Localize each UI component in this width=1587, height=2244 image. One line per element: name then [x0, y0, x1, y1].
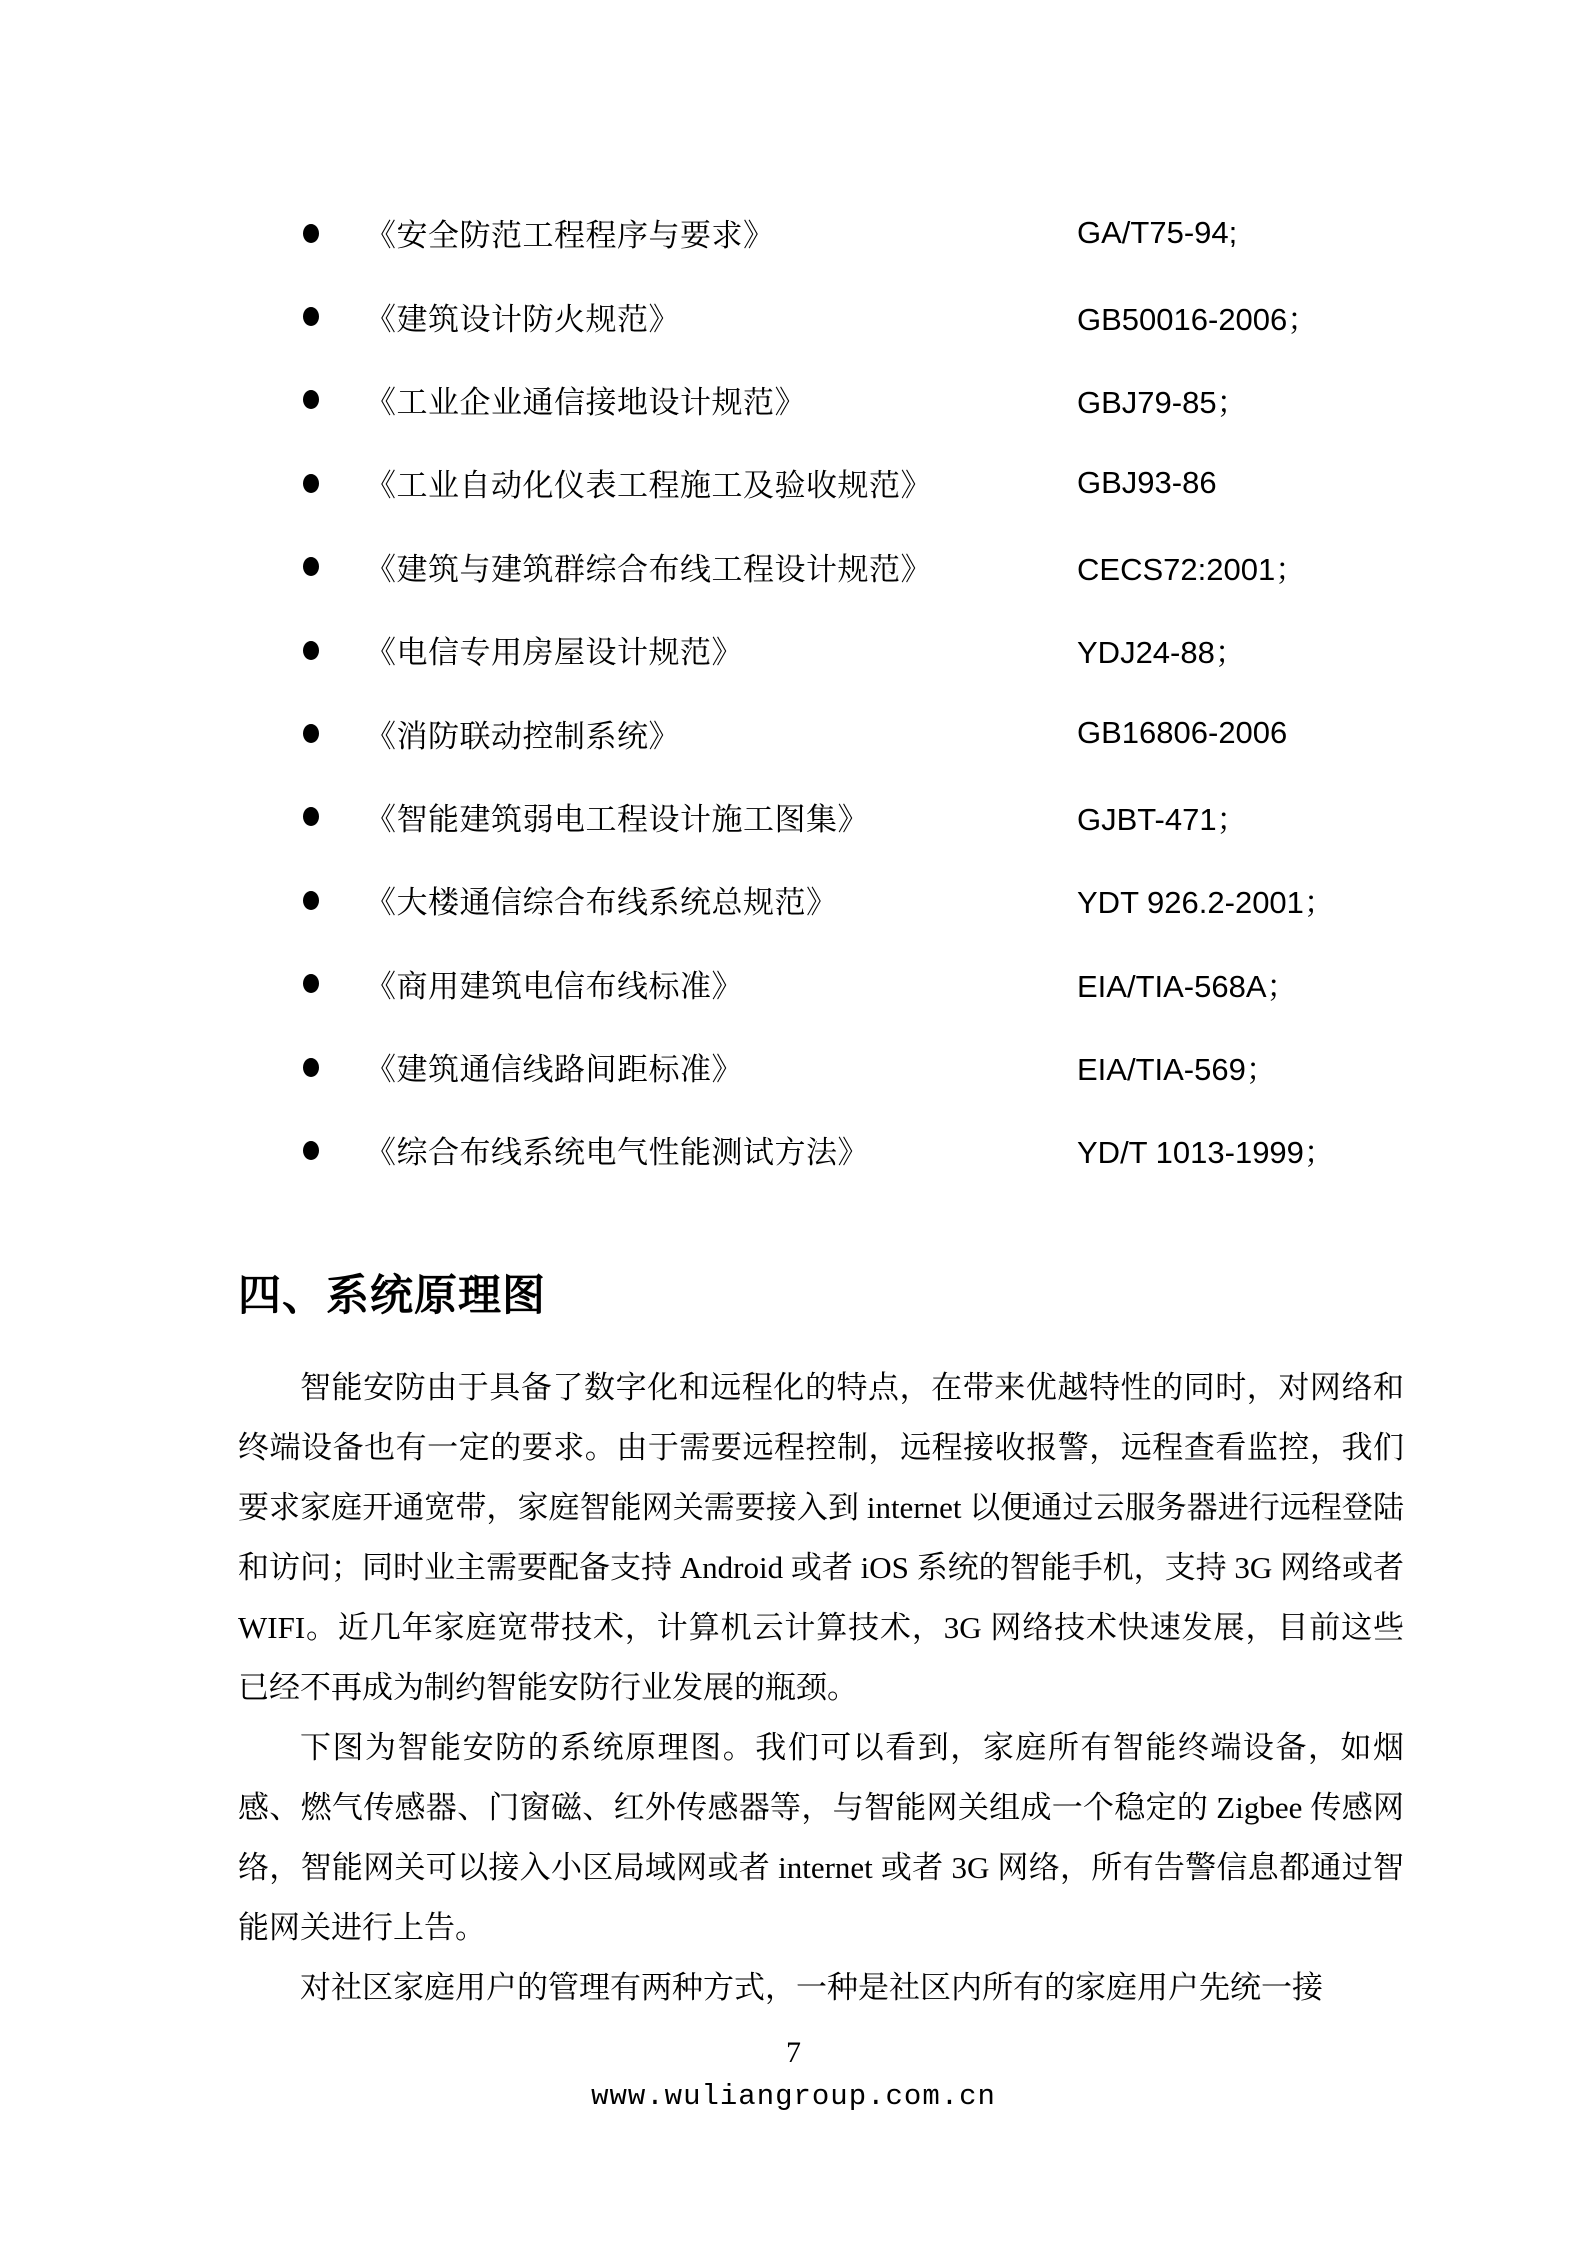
standard-name: 《工业自动化仪表工程施工及验收规范》	[365, 468, 932, 504]
footer-watermark: www.wuliangroup.com.cn	[591, 2080, 996, 2113]
list-item	[0, 858, 1587, 941]
bullet-icon	[303, 474, 319, 493]
standard-code: GA/T75-94;	[1077, 214, 1238, 250]
standard-name: 《电信专用房屋设计规范》	[365, 635, 743, 671]
standard-code: YDJ24-88；	[1077, 635, 1246, 671]
standard-name: 《建筑与建筑群综合布线工程设计规范》	[365, 551, 932, 587]
standard-code: YDT 926.2-2001；	[1077, 885, 1335, 921]
bullet-icon	[303, 390, 319, 409]
list-item	[0, 358, 1587, 441]
paragraph: 智能安防由于具备了数字化和远程化的特点，在带来优越特性的同时，对网络和终端设备也有一定的要求。由于需要远程控制，远程接收报警，远程查看监控，我们要求家庭开通宽带，家庭智能网关需要接入到 internet 以便通过云服务器进行远程登陆和访问；同时业主需要配备支持 Android 或者 iOS 系统的智能手机，支持 3G 网络或者 WIFI。近几年家庭宽带技术，计算机云计算技术，3G 网络技术快速发展，目前这些已经不再成为制约智能安防行业发展的瓶颈。	[238, 1370, 1404, 1705]
bullet-icon	[303, 307, 319, 326]
list-item	[0, 191, 1587, 274]
standard-name: 《建筑设计防火规范》	[365, 301, 680, 337]
standard-name: 《工业企业通信接地设计规范》	[365, 384, 806, 420]
standards-list	[0, 191, 1587, 1192]
list-item	[0, 525, 1587, 608]
list-item	[0, 274, 1587, 357]
standard-name: 《消防联动控制系统》	[365, 718, 680, 754]
standard-code: GBJ79-85；	[1077, 384, 1248, 420]
bullet-icon	[303, 891, 319, 910]
standard-code: GBJ93-86	[1077, 464, 1217, 500]
list-item	[0, 1025, 1587, 1108]
standard-name: 《智能建筑弱电工程设计施工图集》	[365, 801, 869, 837]
list-item	[0, 1108, 1587, 1191]
paragraph: 下图为智能安防的系统原理图。我们可以看到，家庭所有智能终端设备，如烟感、燃气传感器、门窗磁、红外传感器等，与智能网关组成一个稳定的 Zigbee 传感网络，智能网关可以接入小区局域网或者 internet 或者 3G 网络，所有告警信息都通过智能网关进行上告。	[238, 1730, 1404, 1945]
bullet-icon	[303, 557, 319, 576]
list-item	[0, 441, 1587, 524]
list-item	[0, 691, 1587, 774]
bullet-icon	[303, 641, 319, 660]
bullet-icon	[303, 974, 319, 993]
bullet-icon	[303, 724, 319, 743]
standard-code: GJBT-471；	[1077, 801, 1248, 837]
list-item	[0, 775, 1587, 858]
body-text	[238, 1358, 1404, 2018]
standard-code: EIA/TIA-569；	[1077, 1052, 1277, 1088]
standard-code: CECS72:2001；	[1077, 551, 1307, 587]
bullet-icon	[303, 224, 319, 243]
bullet-icon	[303, 807, 319, 826]
standard-name: 《建筑通信线路间距标准》	[365, 1052, 743, 1088]
standard-name: 《安全防范工程程序与要求》	[365, 218, 775, 254]
bullet-icon	[303, 1058, 319, 1077]
paragraph: 对社区家庭用户的管理有两种方式，一种是社区内所有的家庭用户先统一接	[300, 1970, 1323, 2005]
list-item	[0, 608, 1587, 691]
standard-code: YD/T 1013-1999；	[1077, 1135, 1335, 1171]
bullet-icon	[303, 1141, 319, 1160]
standard-code: GB50016-2006；	[1077, 301, 1319, 337]
standard-name: 《商用建筑电信布线标准》	[365, 968, 743, 1004]
section-heading: 四、系统原理图	[238, 1272, 546, 1320]
standard-name: 《大楼通信综合布线系统总规范》	[365, 885, 838, 921]
standard-code: GB16806-2006	[1077, 715, 1288, 751]
page-number: 7	[786, 2036, 801, 2069]
list-item	[0, 942, 1587, 1025]
standard-name: 《综合布线系统电气性能测试方法》	[365, 1135, 869, 1171]
standard-code: EIA/TIA-568A；	[1077, 968, 1298, 1004]
